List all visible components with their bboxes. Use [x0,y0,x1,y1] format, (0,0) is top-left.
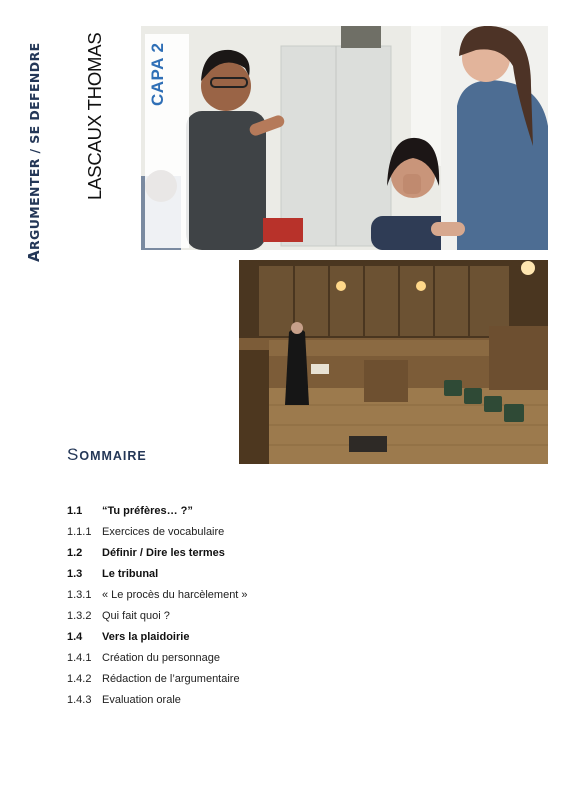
toc-item-number: 1.2 [67,547,83,559]
toc-item-number: 1.4.1 [67,652,92,664]
students-debating-illustration [141,26,548,250]
toc-item-title: Le tribunal [102,568,159,580]
toc-item-title: Vers la plaidoirie [102,631,190,643]
author-name: LASCAUX THOMAS [84,32,105,200]
toc-item-number: 1.3 [67,568,83,580]
class-label: CAPA 2 [148,42,167,106]
toc-item-number: 1.1 [67,505,83,517]
toc-item-title: Création du personnage [102,652,221,664]
toc-item-title: Qui fait quoi ? [102,610,170,622]
toc-item-title: Evaluation orale [102,694,181,706]
toc-item-number: 1.3.2 [67,610,92,622]
toc-item-title: Définir / Dire les termes [102,547,225,559]
courtroom-photo [239,260,548,464]
courtroom-illustration [239,260,548,464]
subject-first-letter: A [25,249,43,262]
toc-item-title: “Tu préfères… ?” [102,505,193,517]
toc-item-number: 1.1.1 [67,526,92,538]
students-debating-photo [141,26,548,250]
sommaire-heading [67,445,147,465]
toc-item-title: « Le procès du harcèlement » [102,589,248,601]
toc-item-number: 1.4.3 [67,694,92,706]
toc-item-number: 1.4 [67,631,83,643]
toc-item-title: Exercices de vocabulaire [102,526,225,538]
toc-item-number: 1.4.2 [67,673,92,685]
toc-item-number: 1.3.1 [67,589,92,601]
sommaire-rest: OMMAIRE [79,449,147,463]
subject-rest: RGUMENTER / SE DEFENDRE [27,42,42,250]
subject-vertical-title [25,42,43,262]
sommaire-first-letter: S [67,445,80,464]
toc-item-title: Rédaction de l’argumentaire [102,673,240,685]
